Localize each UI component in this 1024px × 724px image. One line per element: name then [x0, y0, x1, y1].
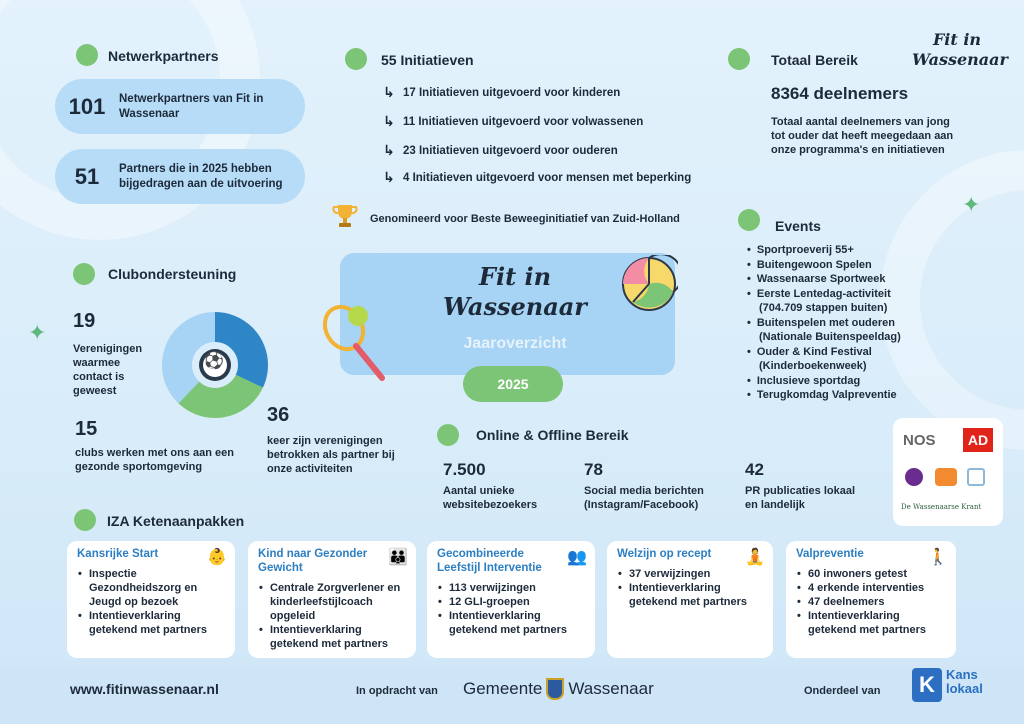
event-item: (704.709 stappen buiten) [759, 302, 888, 314]
sports-icon: ⚽ [204, 353, 224, 370]
online-stat-text: Aantal unieke websitebezoekers [443, 485, 538, 511]
onderdeel-label: Onderdeel van [804, 685, 881, 697]
background-decoration [880, 150, 1024, 450]
ad-logo: AD [963, 428, 993, 452]
stat-text: Netwerkpartners van Fit in Wassenaar [119, 92, 264, 120]
website-link[interactable]: www.fitinwassenaar.nl [70, 681, 219, 697]
online-title: Online & Offline Bereik [476, 427, 629, 443]
opdracht-label: In opdracht van [356, 685, 438, 697]
clubondersteuning-title: Clubondersteuning [108, 266, 237, 282]
year-badge: 2025 [463, 366, 563, 402]
kanslokaal-logo: K [912, 668, 942, 702]
section-dot [738, 209, 760, 231]
krant-logo: De Wassenaarse Krant [901, 503, 982, 511]
arrow-icon: ↳ [383, 113, 395, 129]
family-icon: 👪 [388, 549, 408, 566]
netwerkpartners-title: Netwerkpartners [108, 48, 219, 64]
event-item: • Wassenaarse Sportweek [747, 272, 901, 287]
tennis-racket-icon [320, 302, 390, 382]
iza-card: Gecombineerde Leefstijl Interventie 👥 • 113 verwijzingen • 12 GLI-groepen • Intentieverklaring getekend met partners [427, 541, 595, 658]
event-item: • Eerste Lentedag-activiteit [747, 287, 901, 302]
stat-text: Partners die in 2025 hebben bijgedragen aan de uitvoering [119, 162, 283, 190]
arrow-icon: ↳ [383, 84, 395, 100]
event-item: • Buitenspelen met ouderen [747, 316, 901, 331]
initiatief-item: ↳ 17 Initiatieven uitgevoerd voor kinderen [383, 84, 621, 100]
section-dot [345, 48, 367, 70]
initiatief-item: ↳ 4 Initiatieven uitgevoerd voor mensen met beperking [383, 169, 692, 185]
omroep-logo [935, 468, 957, 486]
iza-card: Welzijn op recept 🧘 • 37 verwijzingen • Intentieverklaring getekend met partners [607, 541, 773, 658]
sparkle-icon: ✦ [962, 192, 981, 217]
group-icon: 👥 [567, 549, 587, 566]
club-stat-number: 36 [267, 404, 290, 426]
online-stat-text: PR publicaties lokaal en landelijk [745, 485, 856, 511]
section-dot [74, 509, 96, 531]
initiatieven-title: 55 Initiatieven [381, 52, 474, 68]
section-dot [728, 48, 750, 70]
section-dot [73, 263, 95, 285]
section-dot [76, 44, 98, 66]
event-item: • Sportproeverij 55+ [747, 243, 901, 258]
event-item: • Terugkomdag Valpreventie [747, 388, 901, 403]
yoga-icon: 🧘 [745, 549, 765, 566]
iza-card: Valpreventie 🚶 • 60 inwoners getest • 4 erkende interventies • 47 deelnemers • Intentieverklaring getekend met partners [786, 541, 956, 658]
media-logos [893, 418, 1003, 526]
club-stat-text: Verenigingen waarmee contact is geweest [73, 343, 143, 397]
partners-stat [55, 149, 305, 204]
arrow-icon: ↳ [383, 142, 395, 158]
kanslokaal-text: Kans lokaal [946, 667, 983, 696]
volleyball-icon [620, 255, 678, 313]
crest-icon [546, 678, 564, 700]
club-stat-number: 19 [73, 310, 96, 332]
arrow-icon: ↳ [383, 169, 395, 185]
events-title: Events [775, 218, 821, 234]
omroep-logo [967, 468, 985, 486]
section-dot [437, 424, 459, 446]
trophy-icon [330, 201, 360, 231]
initiatief-item: ↳ 23 Initiatieven uitgevoerd voor ouderen [383, 142, 618, 158]
nos-logo: NOS [903, 432, 936, 449]
iza-card: Kansrijke Start 👶 • Inspectie Gezondheidszorg en Jeugd op bezoek • Intentieverklaring getekend met partners [67, 541, 235, 658]
netwerkpartners-stat [55, 79, 305, 134]
baby-icon: 👶 [207, 549, 227, 566]
bereik-text: Totaal aantal deelnemers van jong tot ouder dat heeft meegedaan aan onze programma's en initiatieven [771, 116, 954, 156]
club-stat-number: 15 [75, 418, 98, 440]
bereik-title: Totaal Bereik [771, 52, 858, 68]
online-stat-number: 42 [745, 460, 764, 479]
iza-card: Kind naar Gezonder Gewicht 👪 • Centrale Zorgverlener en kinderleefstijlcoach opgeleid • Intentieverklaring getekend met partners [248, 541, 416, 658]
online-stat-text: Social media berichten (Instagram/Facebook) [584, 485, 704, 511]
online-stat-number: 78 [584, 460, 603, 479]
stat-number: 101 [68, 93, 106, 119]
brand-logo: Fit in Wassenaar [912, 30, 1008, 69]
nomination-text: Genomineerd voor Beste Beweeginitiatief van Zuid-Holland [370, 213, 680, 225]
club-stat-text: clubs werken met ons aan een gezonde sportomgeving [75, 447, 234, 473]
center-subtitle: Jaaroverzicht [463, 335, 567, 352]
event-item: • Inclusieve sportdag [747, 374, 901, 389]
initiatief-item: ↳ 11 Initiatieven uitgevoerd voor volwassenen [383, 113, 644, 129]
gemeente-logo: Gemeente Wassenaar [463, 679, 654, 698]
online-stat-number: 7.500 [443, 460, 486, 479]
omroep-logo [905, 468, 923, 486]
event-item: (Nationale Buitenspeeldag) [759, 331, 901, 343]
bereik-value: 8364 deelnemers [771, 84, 909, 103]
center-title: Fit in Wassenaar [443, 262, 587, 321]
event-item: • Ouder & Kind Festival [747, 345, 901, 360]
events-list [747, 243, 901, 403]
club-stat-text: keer zijn verenigingen betrokken als partner bij onze activiteiten [267, 435, 395, 475]
sparkle-icon: ✦ [28, 320, 47, 345]
event-item: • Buitengewoon Spelen [747, 258, 901, 273]
stat-number: 51 [74, 163, 100, 189]
event-item: (Kinderboekenweek) [759, 360, 867, 372]
walker-icon: 🚶 [928, 549, 948, 566]
iza-title: IZA Ketenaanpakken [107, 513, 245, 529]
